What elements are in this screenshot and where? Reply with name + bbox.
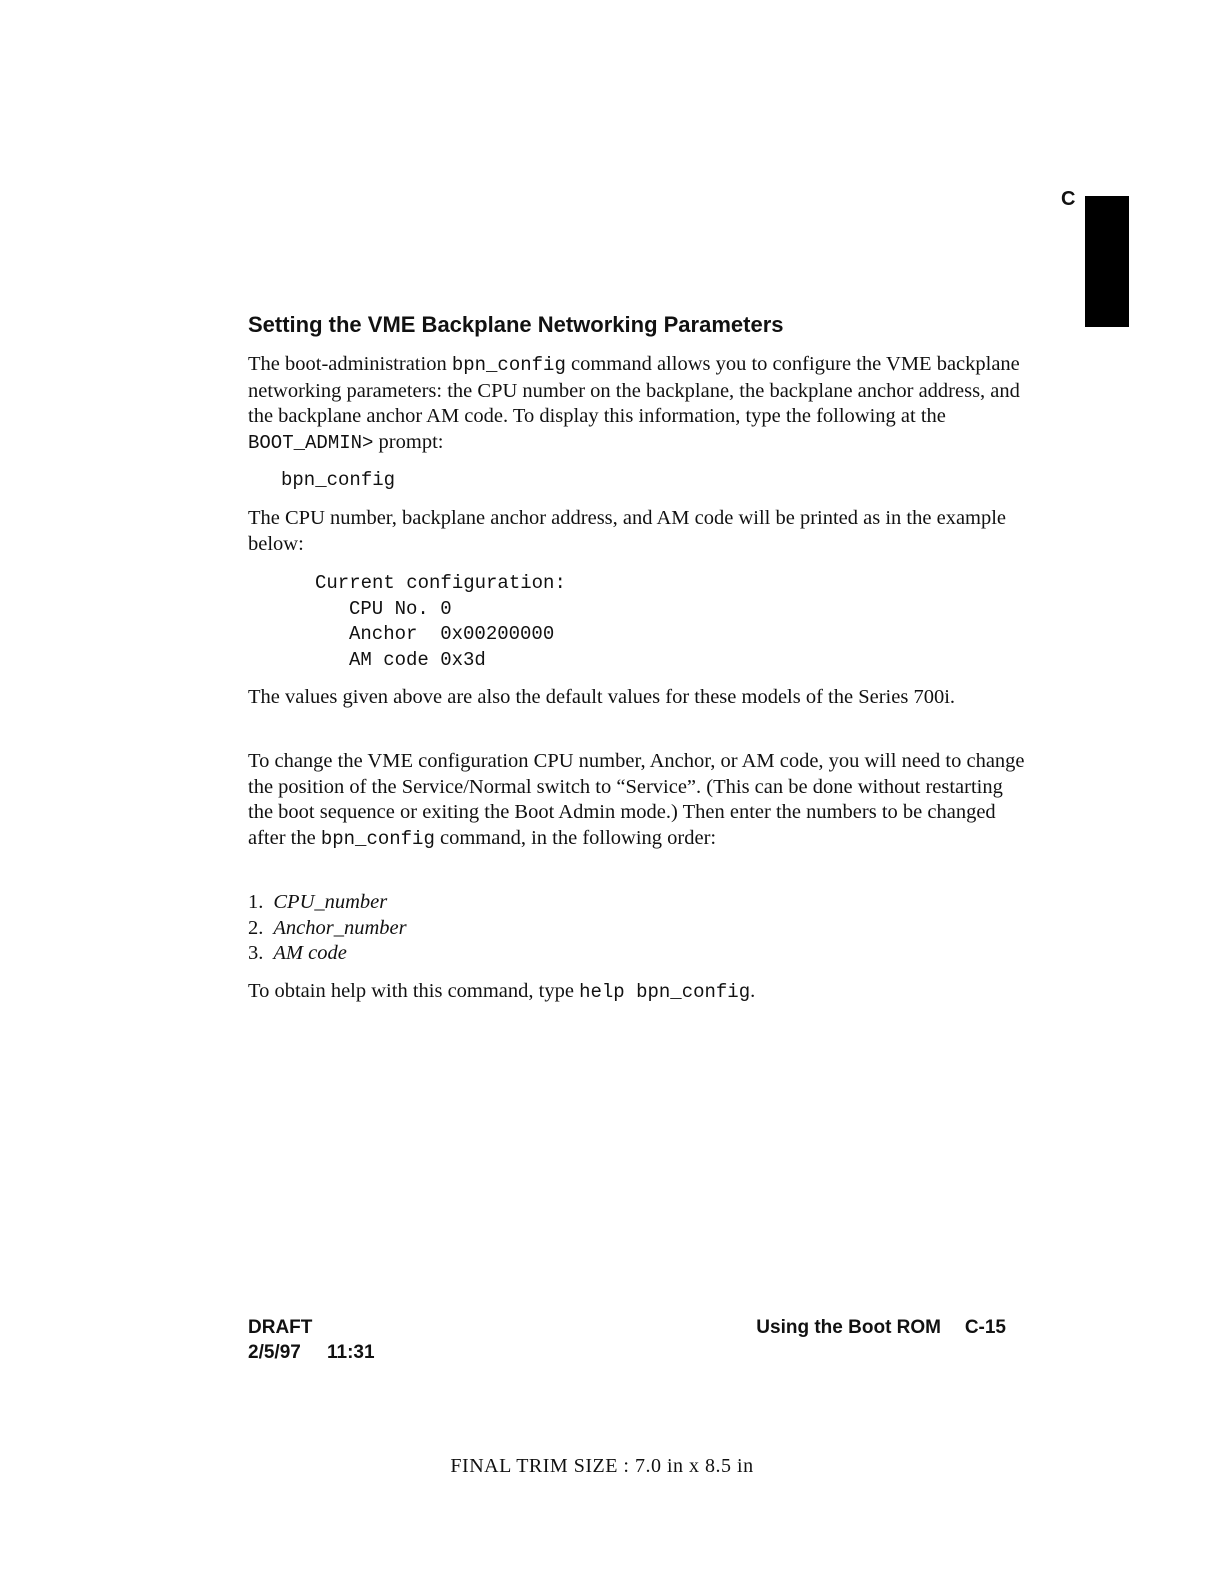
change-text-1: To change the VME configuration CPU number, Anchor, or AM code, you will need to change the position of the Service/Normal switch to “Service”. (This can be done without restarting the boot sequence or exiting the Boot Admin mode.) Then enter the numbers to be changed after the	[248, 750, 1025, 850]
change-config-paragraph	[248, 749, 1028, 853]
default-values-paragraph: The values given above are also the default values for these models of the Series 700i.	[248, 686, 956, 708]
trim-size-note: FINAL TRIM SIZE : 7.0 in x 8.5 in	[450, 1455, 754, 1477]
help-paragraph	[248, 979, 1028, 1006]
intro-paragraph	[248, 352, 1028, 457]
footer-chapter-title: Using the Boot ROM	[756, 1317, 941, 1338]
config-example-cpu-line: CPU No. 0	[349, 598, 452, 620]
list-number: 3.	[248, 942, 264, 964]
footer-date: 2/5/97	[248, 1342, 301, 1363]
change-text-2: command, in the following order:	[434, 827, 717, 850]
list-number: 2.	[248, 917, 264, 939]
inline-command: bpn_config	[451, 354, 566, 376]
help-text-2: .	[750, 980, 756, 1002]
chapter-tab-marker	[1085, 196, 1129, 327]
section-heading: Setting the VME Backplane Networking Parameters	[248, 312, 784, 337]
list-item	[248, 890, 387, 916]
config-example-amcode-line: AM code 0x3d	[349, 649, 486, 671]
list-number: 1.	[248, 891, 264, 913]
config-example-header: Current configuration:	[315, 572, 566, 594]
list-text: CPU_number	[273, 891, 388, 913]
list-text: Anchor_number	[273, 917, 407, 939]
footer-draft-label: DRAFT	[248, 1317, 313, 1338]
intro-text-1: The boot-administration	[248, 353, 452, 375]
list-text: AM code	[273, 942, 347, 964]
inline-prompt: BOOT_ADMIN>	[248, 432, 374, 455]
intro-text-2: command allows you to configure the VME backplane networking parameters: the CPU number on the backplane, the backplane anchor address, and the backplane anchor AM code. To display this information, type the following at the	[248, 353, 1020, 428]
config-example-anchor-line: Anchor 0x00200000	[349, 623, 555, 645]
command-example: bpn_config	[281, 469, 396, 491]
footer-page-number: C-15	[964, 1317, 1006, 1338]
intro-text-3: prompt:	[373, 431, 444, 454]
chapter-tab-letter: C	[1061, 188, 1076, 210]
footer-time: 11:31	[327, 1342, 375, 1363]
help-text-1: To obtain help with this command, type	[248, 980, 580, 1002]
list-item	[248, 916, 407, 942]
inline-command: bpn_config	[320, 828, 435, 851]
output-description-paragraph: The CPU number, backplane anchor address, and AM code will be printed as in the example below:	[248, 507, 1007, 555]
inline-command: help bpn_config	[579, 981, 751, 1003]
list-item	[248, 941, 347, 967]
